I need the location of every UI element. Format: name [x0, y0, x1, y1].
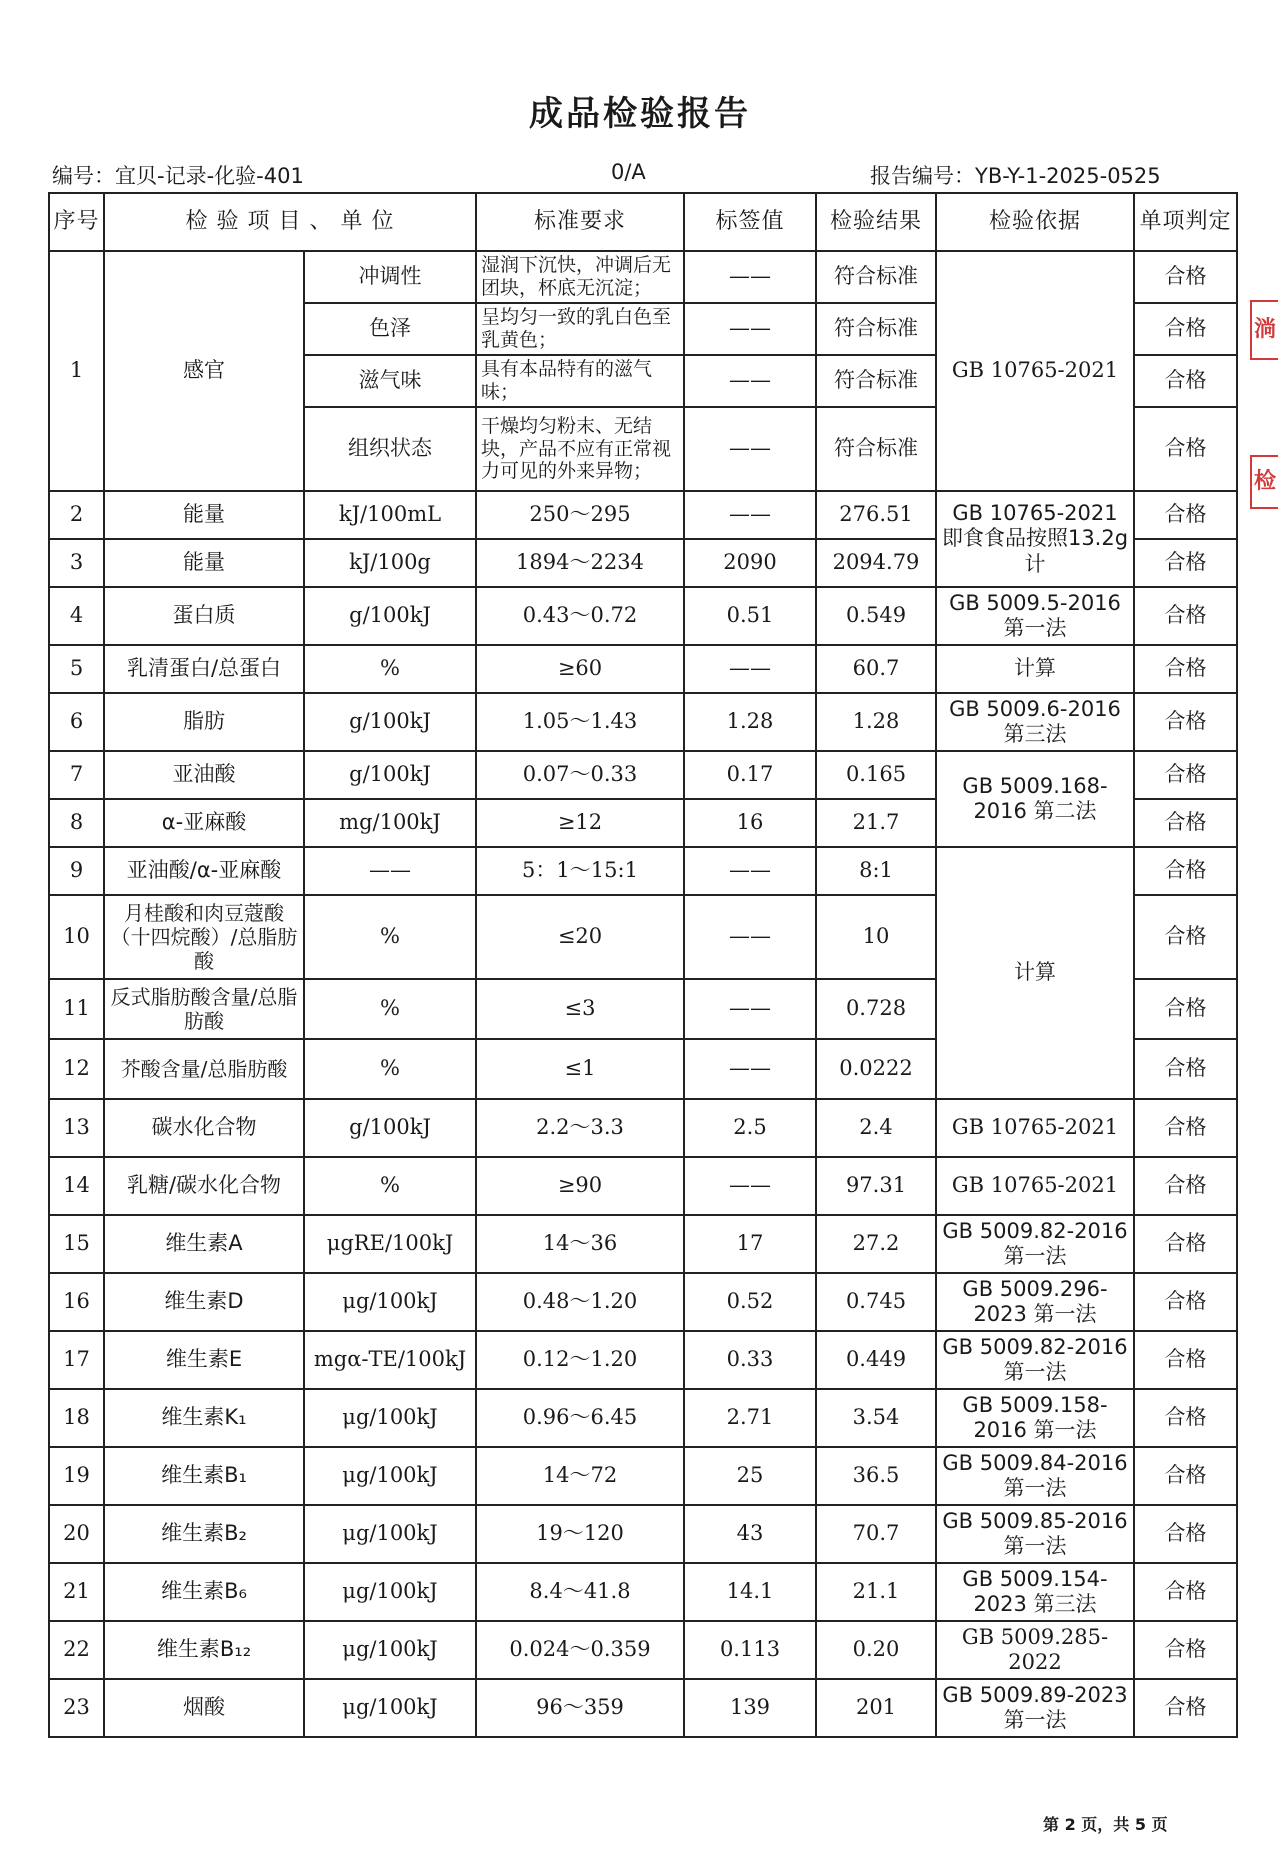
cell-standard: 19～120 — [476, 1505, 684, 1563]
cell-seq: 15 — [49, 1215, 104, 1273]
cell-seq: 17 — [49, 1331, 104, 1389]
cell-unit: μg/100kJ — [304, 1389, 476, 1447]
cell-standard: 具有本品特有的滋气味； — [476, 355, 684, 407]
cell-subitem: 组织状态 — [304, 407, 476, 491]
table-row — [49, 1679, 1237, 1737]
cell-label: 0.52 — [684, 1273, 816, 1331]
cell-judge: 合格 — [1134, 895, 1237, 979]
cell-unit: % — [304, 895, 476, 979]
cell-standard: ≥60 — [476, 645, 684, 693]
cell-result: 27.2 — [816, 1215, 936, 1273]
cell-label: —— — [684, 1039, 816, 1099]
cell-item: α-亚麻酸 — [104, 799, 304, 847]
cell-seq: 10 — [49, 895, 104, 979]
cell-seq: 6 — [49, 693, 104, 751]
cell-item: 维生素B₁₂ — [104, 1621, 304, 1679]
cell-result: 276.51 — [816, 491, 936, 539]
cell-seq: 19 — [49, 1447, 104, 1505]
cell-item: 烟酸 — [104, 1679, 304, 1737]
cell-judge: 合格 — [1134, 539, 1237, 587]
cell-item: 反式脂肪酸含量/总脂肪酸 — [104, 979, 304, 1039]
inspection-table — [48, 192, 1238, 1738]
cell-basis: GB 5009.168-2016 第二法 — [936, 751, 1134, 847]
cell-label: —— — [684, 1157, 816, 1215]
cell-unit: μgRE/100kJ — [304, 1215, 476, 1273]
cell-result: 1.28 — [816, 693, 936, 751]
cell-unit: % — [304, 645, 476, 693]
cell-label: —— — [684, 645, 816, 693]
cell-seq: 12 — [49, 1039, 104, 1099]
cell-label: —— — [684, 251, 816, 303]
cell-unit: g/100kJ — [304, 1099, 476, 1157]
cell-seq: 22 — [49, 1621, 104, 1679]
cell-label: —— — [684, 303, 816, 355]
cell-result: 2094.79 — [816, 539, 936, 587]
cell-result: 8:1 — [816, 847, 936, 895]
table-row — [49, 1447, 1237, 1505]
cell-item: 碳水化合物 — [104, 1099, 304, 1157]
cell-seq: 16 — [49, 1273, 104, 1331]
cell-standard: 湿润下沉快，冲调后无团块，杯底无沉淀； — [476, 251, 684, 303]
cell-seq: 4 — [49, 587, 104, 645]
cell-standard: 5：1～15:1 — [476, 847, 684, 895]
cell-label: 14.1 — [684, 1563, 816, 1621]
cell-item: 脂肪 — [104, 693, 304, 751]
cell-label: —— — [684, 847, 816, 895]
cell-basis: GB 5009.89-2023 第一法 — [936, 1679, 1134, 1737]
cell-item: 蛋白质 — [104, 587, 304, 645]
cell-basis: GB 5009.82-2016 第一法 — [936, 1215, 1134, 1273]
table-row — [49, 1389, 1237, 1447]
cell-label: —— — [684, 491, 816, 539]
cell-standard: ≥90 — [476, 1157, 684, 1215]
cell-result: 3.54 — [816, 1389, 936, 1447]
cell-judge: 合格 — [1134, 751, 1237, 799]
cell-standard: ≤3 — [476, 979, 684, 1039]
cell-item: 感官 — [104, 251, 304, 491]
cell-basis: GB 10765-2021 — [936, 1157, 1134, 1215]
cell-result: 0.449 — [816, 1331, 936, 1389]
cell-result: 70.7 — [816, 1505, 936, 1563]
cell-result: 60.7 — [816, 645, 936, 693]
cell-label: —— — [684, 895, 816, 979]
cell-label: 2.5 — [684, 1099, 816, 1157]
cell-basis: GB 5009.154-2023 第三法 — [936, 1563, 1134, 1621]
cell-item: 芥酸含量/总脂肪酸 — [104, 1039, 304, 1099]
cell-seq: 9 — [49, 847, 104, 895]
table-row — [49, 751, 1237, 799]
cell-judge: 合格 — [1134, 491, 1237, 539]
header-result: 检验结果 — [816, 193, 936, 251]
cell-basis: GB 5009.5-2016 第一法 — [936, 587, 1134, 645]
header-basis: 检验依据 — [936, 193, 1134, 251]
cell-basis: GB 5009.82-2016 第一法 — [936, 1331, 1134, 1389]
cell-unit: % — [304, 979, 476, 1039]
report-title: 成品检验报告 — [529, 94, 751, 134]
cell-unit: μg/100kJ — [304, 1447, 476, 1505]
cell-seq: 1 — [49, 251, 104, 491]
cell-result: 21.7 — [816, 799, 936, 847]
cell-label: 0.33 — [684, 1331, 816, 1389]
cell-standard: 8.4～41.8 — [476, 1563, 684, 1621]
cell-judge: 合格 — [1134, 1331, 1237, 1389]
cell-label: 2090 — [684, 539, 816, 587]
cell-judge: 合格 — [1134, 1273, 1237, 1331]
cell-label: 0.51 — [684, 587, 816, 645]
table-row — [49, 847, 1237, 895]
cell-item: 维生素D — [104, 1273, 304, 1331]
cell-label: —— — [684, 979, 816, 1039]
cell-unit: —— — [304, 847, 476, 895]
cell-judge: 合格 — [1134, 1447, 1237, 1505]
cell-judge: 合格 — [1134, 251, 1237, 303]
cell-unit: μg/100kJ — [304, 1563, 476, 1621]
cell-subitem: 色泽 — [304, 303, 476, 355]
cell-label: 43 — [684, 1505, 816, 1563]
cell-basis: GB 5009.158-2016 第一法 — [936, 1389, 1134, 1447]
cell-unit: μg/100kJ — [304, 1621, 476, 1679]
cell-unit: % — [304, 1039, 476, 1099]
table-row — [49, 1331, 1237, 1389]
cell-seq: 23 — [49, 1679, 104, 1737]
cell-standard: 0.48～1.20 — [476, 1273, 684, 1331]
cell-item: 乳清蛋白/总蛋白 — [104, 645, 304, 693]
table-row — [49, 587, 1237, 645]
cell-result: 符合标准 — [816, 303, 936, 355]
cell-judge: 合格 — [1134, 303, 1237, 355]
cell-item: 维生素B₁ — [104, 1447, 304, 1505]
cell-seq: 11 — [49, 979, 104, 1039]
cell-label: —— — [684, 355, 816, 407]
cell-judge: 合格 — [1134, 1505, 1237, 1563]
table-row — [49, 1273, 1237, 1331]
cell-unit: μg/100kJ — [304, 1505, 476, 1563]
table-row — [49, 1505, 1237, 1563]
cell-result: 0.20 — [816, 1621, 936, 1679]
cell-result: 符合标准 — [816, 407, 936, 491]
document-version: 0/A — [611, 160, 646, 184]
cell-standard: 96～359 — [476, 1679, 684, 1737]
cell-standard: 0.024～0.359 — [476, 1621, 684, 1679]
cell-basis: GB 10765-2021 — [936, 1099, 1134, 1157]
cell-judge: 合格 — [1134, 1157, 1237, 1215]
cell-judge: 合格 — [1134, 407, 1237, 491]
cell-label: 0.17 — [684, 751, 816, 799]
cell-standard: 0.07～0.33 — [476, 751, 684, 799]
header-item: 检 验 项 目 、 单 位 — [104, 193, 476, 251]
cell-seq: 2 — [49, 491, 104, 539]
report-number: 报告编号：YB-Y-1-2025-0525 — [870, 164, 1161, 188]
table-row — [49, 645, 1237, 693]
cell-standard: 250～295 — [476, 491, 684, 539]
cell-result: 201 — [816, 1679, 936, 1737]
cell-result: 21.1 — [816, 1563, 936, 1621]
header-seq: 序号 — [49, 193, 104, 251]
cell-seq: 20 — [49, 1505, 104, 1563]
table-row — [49, 1157, 1237, 1215]
page-footer: 第 2 页，共 5 页 — [1043, 1815, 1168, 1834]
cell-basis: GB 5009.6-2016 第三法 — [936, 693, 1134, 751]
cell-seq: 8 — [49, 799, 104, 847]
cell-item: 亚油酸/α-亚麻酸 — [104, 847, 304, 895]
cell-basis: GB 10765-2021 即食食品按照13.2g计 — [936, 491, 1134, 587]
cell-standard: ≤20 — [476, 895, 684, 979]
table-row — [49, 491, 1237, 539]
cell-judge: 合格 — [1134, 693, 1237, 751]
cell-unit: μg/100kJ — [304, 1273, 476, 1331]
cell-judge: 合格 — [1134, 1621, 1237, 1679]
table-header-row — [49, 193, 1237, 251]
cell-judge: 合格 — [1134, 1099, 1237, 1157]
cell-seq: 7 — [49, 751, 104, 799]
cell-standard: 0.43～0.72 — [476, 587, 684, 645]
cell-unit: g/100kJ — [304, 693, 476, 751]
cell-item: 维生素A — [104, 1215, 304, 1273]
cell-basis: 计算 — [936, 847, 1134, 1099]
cell-unit: mg/100kJ — [304, 799, 476, 847]
cell-seq: 13 — [49, 1099, 104, 1157]
header-label: 标签值 — [684, 193, 816, 251]
cell-unit: % — [304, 1157, 476, 1215]
cell-judge: 合格 — [1134, 587, 1237, 645]
cell-item: 维生素B₂ — [104, 1505, 304, 1563]
cell-judge: 合格 — [1134, 645, 1237, 693]
cell-result: 97.31 — [816, 1157, 936, 1215]
cell-label: 16 — [684, 799, 816, 847]
document-code: 编号：宜贝-记录-化验-401 — [52, 164, 304, 188]
cell-result: 0.165 — [816, 751, 936, 799]
cell-basis: GB 5009.296-2023 第一法 — [936, 1273, 1134, 1331]
cell-standard: 1.05～1.43 — [476, 693, 684, 751]
cell-basis: GB 5009.85-2016 第一法 — [936, 1505, 1134, 1563]
header-standard: 标准要求 — [476, 193, 684, 251]
cell-result: 36.5 — [816, 1447, 936, 1505]
cell-standard: ≤1 — [476, 1039, 684, 1099]
cell-unit: g/100kJ — [304, 751, 476, 799]
cell-seq: 3 — [49, 539, 104, 587]
cell-item: 维生素K₁ — [104, 1389, 304, 1447]
table-row — [49, 251, 1237, 303]
cell-result: 0.549 — [816, 587, 936, 645]
cell-label: 0.113 — [684, 1621, 816, 1679]
red-stamp-fragment-top: 淌 — [1250, 300, 1278, 360]
cell-unit: g/100kJ — [304, 587, 476, 645]
cell-judge: 合格 — [1134, 355, 1237, 407]
table-row — [49, 693, 1237, 751]
cell-item: 乳糖/碳水化合物 — [104, 1157, 304, 1215]
cell-judge: 合格 — [1134, 799, 1237, 847]
cell-label: —— — [684, 407, 816, 491]
cell-item: 亚油酸 — [104, 751, 304, 799]
cell-item: 月桂酸和肉豆蔻酸（十四烷酸）/总脂肪酸 — [104, 895, 304, 979]
cell-standard: 2.2～3.3 — [476, 1099, 684, 1157]
cell-seq: 14 — [49, 1157, 104, 1215]
cell-label: 17 — [684, 1215, 816, 1273]
cell-basis: GB 10765-2021 — [936, 251, 1134, 491]
cell-seq: 21 — [49, 1563, 104, 1621]
cell-judge: 合格 — [1134, 1563, 1237, 1621]
cell-standard: 干燥均匀粉末、无结块，产品不应有正常视力可见的外来异物； — [476, 407, 684, 491]
cell-result: 符合标准 — [816, 251, 936, 303]
cell-result: 符合标准 — [816, 355, 936, 407]
cell-judge: 合格 — [1134, 979, 1237, 1039]
cell-judge: 合格 — [1134, 1679, 1237, 1737]
cell-unit: kJ/100g — [304, 539, 476, 587]
cell-item: 维生素B₆ — [104, 1563, 304, 1621]
table-row — [49, 1215, 1237, 1273]
cell-seq: 5 — [49, 645, 104, 693]
cell-standard: 0.12～1.20 — [476, 1331, 684, 1389]
cell-judge: 合格 — [1134, 847, 1237, 895]
cell-standard: ≥12 — [476, 799, 684, 847]
cell-item: 维生素E — [104, 1331, 304, 1389]
table-row — [49, 1099, 1237, 1157]
header-judge: 单项判定 — [1134, 193, 1237, 251]
cell-basis: 计算 — [936, 645, 1134, 693]
cell-item: 能量 — [104, 539, 304, 587]
cell-result: 10 — [816, 895, 936, 979]
cell-unit: μg/100kJ — [304, 1679, 476, 1737]
cell-result: 0.728 — [816, 979, 936, 1039]
cell-label: 2.71 — [684, 1389, 816, 1447]
cell-result: 2.4 — [816, 1099, 936, 1157]
cell-standard: 14～72 — [476, 1447, 684, 1505]
cell-basis: GB 5009.84-2016 第一法 — [936, 1447, 1134, 1505]
cell-standard: 14～36 — [476, 1215, 684, 1273]
cell-standard: 1894～2234 — [476, 539, 684, 587]
cell-subitem: 冲调性 — [304, 251, 476, 303]
red-stamp-fragment-bottom: 检 — [1250, 455, 1278, 509]
cell-label: 1.28 — [684, 693, 816, 751]
cell-subitem: 滋气味 — [304, 355, 476, 407]
table-row — [49, 1563, 1237, 1621]
cell-judge: 合格 — [1134, 1215, 1237, 1273]
cell-label: 139 — [684, 1679, 816, 1737]
cell-basis: GB 5009.285-2022 — [936, 1621, 1134, 1679]
cell-result: 0.0222 — [816, 1039, 936, 1099]
cell-unit: mgα-TE/100kJ — [304, 1331, 476, 1389]
cell-judge: 合格 — [1134, 1039, 1237, 1099]
cell-judge: 合格 — [1134, 1389, 1237, 1447]
table-row — [49, 1621, 1237, 1679]
cell-standard: 呈均匀一致的乳白色至乳黄色； — [476, 303, 684, 355]
cell-label: 25 — [684, 1447, 816, 1505]
cell-standard: 0.96～6.45 — [476, 1389, 684, 1447]
cell-unit: kJ/100mL — [304, 491, 476, 539]
cell-result: 0.745 — [816, 1273, 936, 1331]
cell-item: 能量 — [104, 491, 304, 539]
cell-seq: 18 — [49, 1389, 104, 1447]
